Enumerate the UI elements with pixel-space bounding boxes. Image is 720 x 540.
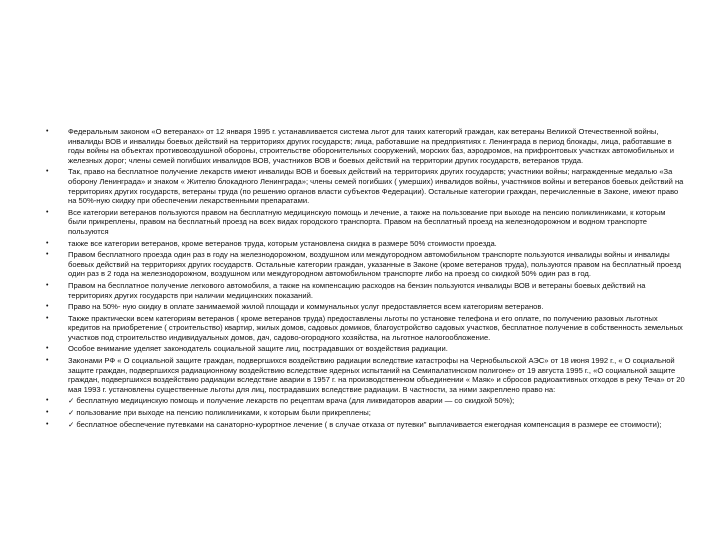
- bullet-icon: •: [46, 239, 49, 247]
- list-item: [46, 167, 686, 205]
- list-item-text: Все категории ветеранов пользуются правом на бесплатную медицинскую помощь и лечение, а также на пользование при выходе на пенсию поликлиниками, к которым были прикреплены, правом на бесплатный проезд на всех видах городского транспорта. Правом на бесплатный проезд на железнодорожном и водном транспорте пользуются: [68, 207, 666, 236]
- bullet-icon: •: [46, 303, 49, 311]
- list-item-text: Так, право на бесплатное получение лекарств имеют инвалиды ВОВ и боевых действий на территориях других государств; участники войны; награжденные медалью «За оборону Ленинграда» и знаком « Жителю блокадного Ленинграда»; члены семей погибших ( умерших) инвалидов войны, участников войны и ветеранов боевых действий на территориях других государств, ветераны труда (по решению органов власти субъектов Федерации). Остальные категории граждан, перечисленные в Законе, имеют право на 50%-ную скидку при обеспечении лекарственными препаратами.: [68, 167, 684, 206]
- list-item-text: Право на 50%- ную скидку в оплате занимаемой жилой площади и коммунальных услуг предоставляется всем категориям ветеранов.: [68, 302, 544, 312]
- checkmark-icon: ✓: [68, 396, 75, 406]
- list-item: [46, 344, 686, 354]
- bullet-icon: •: [46, 397, 49, 405]
- checkmark-icon: ✓: [68, 408, 75, 418]
- bullet-icon: •: [46, 281, 49, 289]
- list-item: [46, 314, 686, 343]
- list-item-text: бесплатную медицинскую помощь и получение лекарств по рецептам врача (для ликвидаторов аварии — со скидкой 50%);: [76, 396, 515, 406]
- list-item-text: бесплатное обеспечение путевками на санаторно-курортное лечение ( в случае отказа от путевки" выплачивается ежегодная компенсация в размере ее стоимости);: [76, 419, 662, 429]
- bullet-icon: •: [46, 128, 49, 135]
- list-item-text: Также практически всем категориям ветеранов ( кроме ветеранов труда) предоставлены льготы по установке телефона и его оплате, по получению разовых льготных кредитов на приобретение ( строительство) квартир, жилых домов, садовых домиков, благоустройство садовых участков, бесплатное получение в собственность земельных участков под строительство индивидуальных домов, дач, садово-огородного хозяйства, на льготное налогообложение.: [68, 313, 683, 342]
- list-item: [46, 250, 686, 279]
- list-item-text: Особое внимание уделяет законодатель социальной защите лиц, пострадавших от воздействия радиации.: [68, 344, 448, 354]
- bullet-icon: •: [46, 168, 49, 176]
- list-item: [46, 420, 686, 430]
- bullet-list: [46, 127, 686, 431]
- checkmark-icon: ✓: [68, 419, 75, 429]
- list-item-text: Законами РФ « О социальной защите граждан, подвергшихся воздействию радиации вследствие катастрофы на Чернобыльской АЭС» от 18 июня 1992 г., « О социальной защите граждан, подвергшихся радиационному воздействию вследствие ядерных испытаний на Семипалатинском полигоне» от 19 августа 1995 г., «О социальной защите граждан, подвергшихся воздействию радиации вследствие аварии в 1957 г. на производственном объединении « Маяк» и сбросов радиоактивных отходов в реку Теча» от 20 мая 1993 г. установлены существенные льготы для лиц, пострадавших вследствие радиации. В частности, за ними закреплено право на:: [68, 356, 685, 394]
- bullet-icon: •: [46, 314, 49, 322]
- bullet-icon: •: [46, 357, 49, 365]
- list-item-text: Правом бесплатного проезда один раз в году на железнодорожном, воздушном или междугородном автомобильном транспорте пользуются инвалиды войны и инвалиды боевых действий на территориях других государств. Остальные категории граждан, указанные в Законе (кроме ветеранов труда), пользуются правом на бесплатный проезд один раз в 2 года на железнодорожном, воздушном или междугородном автомобильном транспорте либо на проезд со скидкой 50% один раз в год.: [68, 250, 682, 279]
- list-item: [46, 302, 686, 312]
- list-item-text: Правом на бесплатное получение легкового автомобиля, а также на компенсацию расходов на бензин пользуются инвалиды ВОВ и ветераны боевых действий на территориях других государств при наличии медицинских показаний.: [68, 280, 646, 300]
- bullet-icon: •: [46, 345, 49, 353]
- list-item: [46, 127, 686, 165]
- bullet-icon: •: [46, 420, 49, 428]
- list-item: [46, 408, 686, 418]
- list-item-text: Федеральным законом «О ветеранах» от 12 января 1995 г. устанавливается система льгот для таких категорий граждан, как ветераны Великой Отечественной войны, инвалиды ВОВ и инвалиды боевых действий на территориях других государств; лица, работавшие на предприятиях г. Ленинграда в период блокады, лица, работавшие в годы войны на объектах противовоздушной обороны, строительстве оборонительных сооружений, морских баз, аэродромов, на прифронтовых участках автомобильных и железных дорог; члены семей погибших инвалидов ВОВ, участников ВОВ и боевых действий на территории других государств, ветеранов труда.: [68, 127, 674, 165]
- bullet-icon: •: [46, 409, 49, 417]
- list-item: [46, 208, 686, 237]
- bullet-icon: •: [46, 251, 49, 259]
- list-item-text: также все категории ветеранов, кроме ветеранов труда, которым установлена скидка в размере 50% стоимости проезда.: [68, 238, 497, 248]
- bullet-icon: •: [46, 208, 49, 216]
- list-item: [46, 239, 686, 249]
- list-item: [46, 281, 686, 300]
- list-item: [46, 356, 686, 394]
- list-item: [46, 396, 686, 406]
- list-item-text: пользование при выходе на пенсию поликлиниками, к которым были прикреплены;: [76, 408, 371, 418]
